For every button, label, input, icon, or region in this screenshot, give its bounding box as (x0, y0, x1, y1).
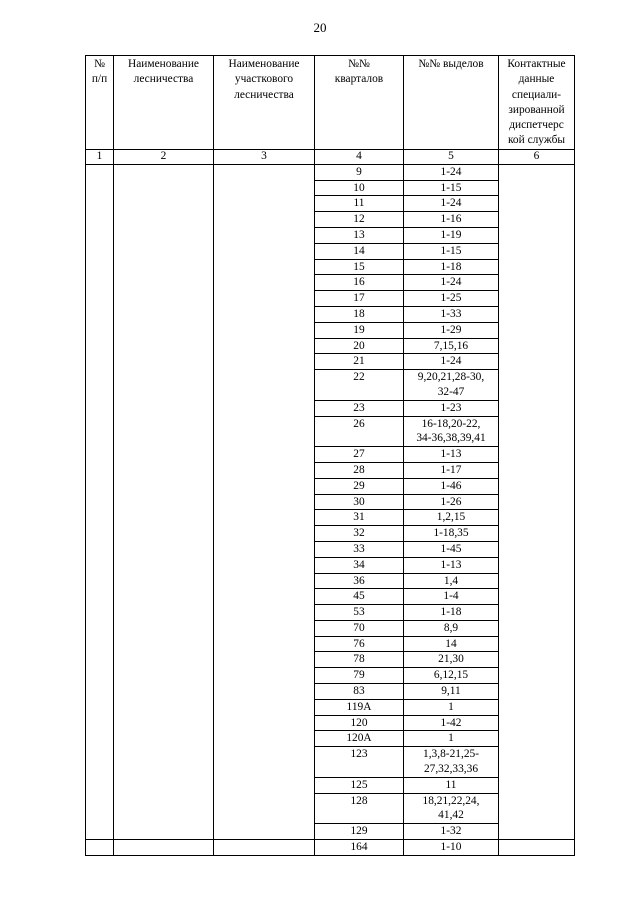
header-line: участкового (234, 73, 294, 86)
page-number: 20 (313, 20, 327, 35)
plot-cell (404, 227, 499, 243)
plot-cell (404, 668, 499, 684)
header-line: лесничества (234, 88, 294, 101)
plot-line: 18,21,22,24, (422, 794, 480, 807)
quarter-cell: 128 (315, 793, 404, 824)
contact-cell (499, 164, 575, 839)
quarter-cell: 22 (315, 370, 404, 401)
plot-cell (404, 478, 499, 494)
header-line: Контактные (507, 58, 566, 70)
header-cell (86, 56, 114, 150)
plot-cell (404, 605, 499, 621)
quarter-cell: 19 (315, 322, 404, 338)
plot-line: 1-15 (440, 181, 462, 194)
plot-line: 21,30 (438, 653, 464, 666)
quarter-cell: 34 (315, 557, 404, 573)
column-number-cell: 1 (86, 149, 114, 164)
plot-line: 1-18 (440, 606, 462, 619)
plot-line: 1-24 (440, 355, 462, 368)
quarter-cell: 12 (315, 212, 404, 228)
plot-cell (404, 636, 499, 652)
plot-cell (404, 354, 499, 370)
quarter-cell: 120 (315, 715, 404, 731)
header-cell (315, 56, 404, 150)
plot-cell (404, 180, 499, 196)
plot-cell (404, 731, 499, 747)
plot-line: 1-25 (440, 292, 462, 305)
column-number-cell: 3 (214, 149, 315, 164)
plot-line: 41,42 (438, 809, 464, 822)
quarter-cell: 26 (315, 416, 404, 447)
forestry-table (85, 55, 575, 856)
forestry-cell (114, 164, 214, 839)
plot-cell (404, 510, 499, 526)
plot-line: 1-26 (440, 495, 462, 508)
plot-line: 9,20,21,28-30, (417, 371, 485, 384)
header-cell (214, 56, 315, 150)
plot-line: 1-13 (440, 558, 462, 571)
quarter-cell: 11 (315, 196, 404, 212)
plot-line: 1-42 (440, 716, 462, 729)
empty-cell (86, 840, 114, 856)
plot-cell (404, 824, 499, 840)
plot-line: 1-10 (440, 841, 462, 854)
plot-line: 1-16 (440, 213, 462, 226)
quarter-cell: 83 (315, 684, 404, 700)
plot-line: 1-13 (440, 448, 462, 461)
plot-cell (404, 416, 499, 447)
plot-line: 1,3,8-21,25- (423, 748, 479, 761)
quarter-cell: 14 (315, 243, 404, 259)
plot-cell (404, 541, 499, 557)
empty-cell (214, 840, 315, 856)
plot-line: 34-36,38,39,41 (416, 432, 486, 445)
header-line: п/п (91, 73, 108, 86)
quarter-cell: 20 (315, 338, 404, 354)
quarter-cell: 10 (315, 180, 404, 196)
quarter-cell: 33 (315, 541, 404, 557)
plot-line: 1-18,35 (433, 527, 469, 540)
plot-cell (404, 715, 499, 731)
column-number-cell: 6 (499, 149, 575, 164)
quarter-cell: 76 (315, 636, 404, 652)
quarter-cell: 13 (315, 227, 404, 243)
header-line: диспетчерс (509, 119, 564, 132)
plot-cell (404, 747, 499, 778)
plot-cell (404, 322, 499, 338)
plot-line: 1-17 (440, 463, 462, 476)
plot-cell (404, 793, 499, 824)
quarter-cell: 70 (315, 620, 404, 636)
plot-cell (404, 196, 499, 212)
column-number-row (86, 149, 575, 164)
quarter-cell: 30 (315, 494, 404, 510)
plot-line: 1,2,15 (436, 511, 466, 524)
plot-cell (404, 338, 499, 354)
plot-cell (404, 212, 499, 228)
plot-cell (404, 243, 499, 259)
plot-line: 11 (445, 778, 457, 791)
quarter-cell: 129 (315, 824, 404, 840)
quarter-cell: 125 (315, 777, 404, 793)
header-line: кварталов (334, 73, 384, 86)
table-row (86, 840, 575, 856)
plot-cell (404, 620, 499, 636)
plot-cell (404, 652, 499, 668)
plot-line: 1-32 (440, 825, 462, 838)
quarter-cell: 27 (315, 447, 404, 463)
quarter-cell: 119А (315, 699, 404, 715)
header-line: лесничества (133, 73, 194, 86)
quarter-cell: 17 (315, 291, 404, 307)
plot-cell (404, 291, 499, 307)
plot-line: 1-46 (440, 479, 462, 492)
empty-cell (114, 840, 214, 856)
header-cell (499, 56, 575, 150)
quarter-cell: 29 (315, 478, 404, 494)
plot-line: 1-33 (440, 307, 462, 320)
quarter-cell: 78 (315, 652, 404, 668)
plot-line: 1-24 (440, 165, 462, 178)
plot-cell (404, 400, 499, 416)
plot-cell (404, 259, 499, 275)
header-line: Наименование (128, 58, 199, 70)
plot-cell (404, 370, 499, 401)
plot-line: 14 (445, 637, 457, 650)
quarter-cell: 45 (315, 589, 404, 605)
header-cell (404, 56, 499, 150)
header-line: специали- (511, 88, 562, 101)
header-line: Наименование (228, 58, 300, 70)
plot-line: 1-45 (440, 542, 462, 555)
plot-cell (404, 526, 499, 542)
plot-cell (404, 494, 499, 510)
table-row (86, 164, 575, 180)
quarter-cell: 53 (315, 605, 404, 621)
plot-cell (404, 164, 499, 180)
empty-cell (499, 840, 575, 856)
quarter-cell: 15 (315, 259, 404, 275)
header-line: кой службы (507, 134, 566, 147)
plot-line: 1-24 (440, 276, 462, 289)
quarter-cell: 21 (315, 354, 404, 370)
quarter-cell: 9 (315, 164, 404, 180)
plot-line: 1-18 (440, 260, 462, 273)
table-body (86, 164, 575, 856)
plot-line: 1-29 (440, 323, 462, 336)
header-line: данные (518, 73, 555, 86)
plot-line: 1-19 (440, 228, 462, 241)
plot-cell (404, 275, 499, 291)
quarter-cell: 79 (315, 668, 404, 684)
plot-cell (404, 840, 499, 856)
plot-line: 8,9 (443, 621, 459, 634)
plot-line: 1,4 (443, 574, 459, 587)
plot-cell (404, 462, 499, 478)
plot-line: 6,12,15 (433, 669, 469, 682)
plot-line: 1-23 (440, 401, 462, 414)
header-line: зированной (508, 103, 565, 116)
quarter-cell: 31 (315, 510, 404, 526)
plot-line: 1-24 (440, 197, 462, 210)
quarter-cell: 120А (315, 731, 404, 747)
plot-line: 16-18,20-22, (421, 417, 481, 430)
plot-line: 1-4 (443, 590, 459, 603)
plot-cell (404, 684, 499, 700)
plot-line: 1 (448, 700, 454, 713)
plot-cell (404, 447, 499, 463)
column-number-cell: 5 (404, 149, 499, 164)
quarter-cell: 16 (315, 275, 404, 291)
quarter-cell: 23 (315, 400, 404, 416)
quarter-cell: 28 (315, 462, 404, 478)
plot-line: 9,11 (441, 685, 461, 698)
quarter-cell: 32 (315, 526, 404, 542)
plot-cell (404, 573, 499, 589)
plot-line: 1 (448, 732, 454, 745)
plot-cell (404, 557, 499, 573)
column-number-cell: 2 (114, 149, 214, 164)
header-line: №№ выделов (418, 58, 484, 70)
quarter-cell: 123 (315, 747, 404, 778)
column-number-cell: 4 (315, 149, 404, 164)
plot-line: 7,15,16 (433, 339, 469, 352)
quarter-cell: 36 (315, 573, 404, 589)
header-row (86, 56, 575, 150)
header-line: № (94, 58, 105, 70)
district-cell (214, 164, 315, 839)
plot-line: 27,32,33,36 (423, 763, 479, 776)
plot-cell (404, 699, 499, 715)
plot-cell (404, 589, 499, 605)
plot-cell (404, 777, 499, 793)
plot-cell (404, 306, 499, 322)
quarter-cell: 18 (315, 306, 404, 322)
index-cell (86, 164, 114, 839)
header-line: №№ (348, 58, 370, 70)
plot-line: 1-15 (440, 244, 462, 257)
plot-line: 32-47 (437, 385, 465, 398)
quarter-cell: 164 (315, 840, 404, 856)
header-cell (114, 56, 214, 150)
